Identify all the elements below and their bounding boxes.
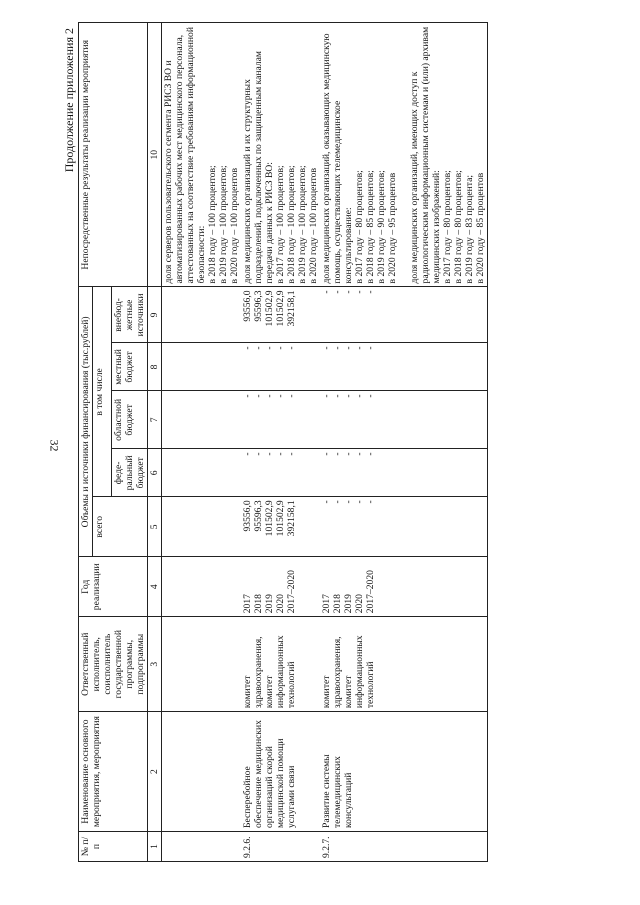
row-results: доля медицинских организаций и их структурных подразделений, подключенных по защищенным каналам передачи данных к РИСЗ ВО: в 2017 году – 100 процентов; в 2018 году – 100 процентов; в 2019 году – 100 процентов; в 2020 году – 100 процентов (241, 23, 320, 287)
row-years: 2017 2018 2019 2020 2017–2020 (320, 557, 488, 617)
header-total: всего (93, 497, 148, 557)
table-row (241, 23, 320, 862)
row-years: 2017 2018 2019 2020 2017–2020 (241, 557, 320, 617)
table-row (320, 23, 488, 862)
col-number: 6 (148, 449, 162, 497)
col-number: 4 (148, 557, 162, 617)
row-num (162, 832, 242, 862)
row-results: доля медицинских организаций, оказывающих медицинскую помощь, осуществляющих телемедицинское консультирование: в 2017 году – 80 процентов; в 2018 году – 85 процентов; в 2019 году – 90 процентов; в 2020 году – 95 процентов доля медицинских организаций, имеющих доступ к радиологическим информационным системам и (или) архивам медицинских изображений: в 2017 году – 80 процентов; в 2018 году – 80 процентов; в 2019 году – 83 процента; в 2020 году – 85 процентов (320, 23, 488, 287)
table-row (162, 23, 242, 862)
col-number: 2 (148, 712, 162, 832)
header-including: в том числе (93, 287, 112, 497)
row-regional (162, 391, 242, 449)
header-row-1 (79, 23, 93, 862)
row-responsible: комитет здравоохранения, комитет информационных технологий (320, 617, 488, 712)
row-total: 93556,0 95596,3 101502,9 101502,9 392158,1 (241, 497, 320, 557)
page-number: 32 (47, 439, 62, 452)
col-number: 3 (148, 617, 162, 712)
column-numbers-row (148, 23, 162, 862)
header-name: Наименование основного мероприятия, мероприятия (79, 712, 148, 832)
col-number: 7 (148, 391, 162, 449)
row-federal: - - - - - (320, 449, 488, 497)
row-responsible: комитет здравоохранения, комитет информационных технологий (241, 617, 320, 712)
row-name: Бесперебойное обеспечение медицинских организаций скорой медицинской помощи услугами связи (241, 712, 320, 832)
header-responsible: Ответственный исполнитель, соисполнитель государственной программы, подпрограммы (79, 617, 148, 712)
header-results: Непосредственные результаты реализации мероприятия (79, 23, 148, 287)
row-years (162, 557, 242, 617)
row-num: 9.2.6. (241, 832, 320, 862)
row-name (162, 712, 242, 832)
header-extra: внебюд-жетные источники (112, 287, 148, 343)
row-total (162, 497, 242, 557)
row-regional: - - - - - (320, 391, 488, 449)
row-federal (162, 449, 242, 497)
row-extra: - - - - - (320, 287, 488, 343)
row-extra (162, 287, 242, 343)
col-number: 1 (148, 832, 162, 862)
header-financing: Объемы и источники финансирования (тыс.рублей) (79, 287, 93, 557)
row-num: 9.2.7. (320, 832, 488, 862)
row-regional: - - - - - (241, 391, 320, 449)
row-federal: - - - - - (241, 449, 320, 497)
header-federal: феде-ральный бюджет (112, 449, 148, 497)
continuation-note: Продолжение приложения 2 (62, 28, 76, 173)
row-total: - - - - - (320, 497, 488, 557)
col-number: 10 (148, 23, 162, 287)
header-local: местный бюджет (112, 343, 148, 391)
program-table (78, 22, 488, 862)
row-results: доля серверов пользовательского сегмента РИСЗ ВО и автоматизированных рабочих мест медицинского персонала, аттестованных на соответствие требованиям информационной безопасности: в 2018 году – 100 процентов; в 2019 году – 100 процентов; в 2020 году – 100 процентов (162, 23, 242, 287)
header-year: Год реализации (79, 557, 148, 617)
row-responsible (162, 617, 242, 712)
row-local (162, 343, 242, 391)
col-number: 5 (148, 497, 162, 557)
row-extra: 93556,0 95596,3 101502,9 101502,9 392158,1 (241, 287, 320, 343)
header-regional: областной бюджет (112, 391, 148, 449)
col-number: 8 (148, 343, 162, 391)
header-num: № п/п (79, 832, 148, 862)
row-local: - - - - - (320, 343, 488, 391)
col-number: 9 (148, 287, 162, 343)
row-local: - - - - - (241, 343, 320, 391)
rotated-table-frame (62, 22, 582, 862)
row-name: Развитие системы телемедицинских консультаций (320, 712, 488, 832)
